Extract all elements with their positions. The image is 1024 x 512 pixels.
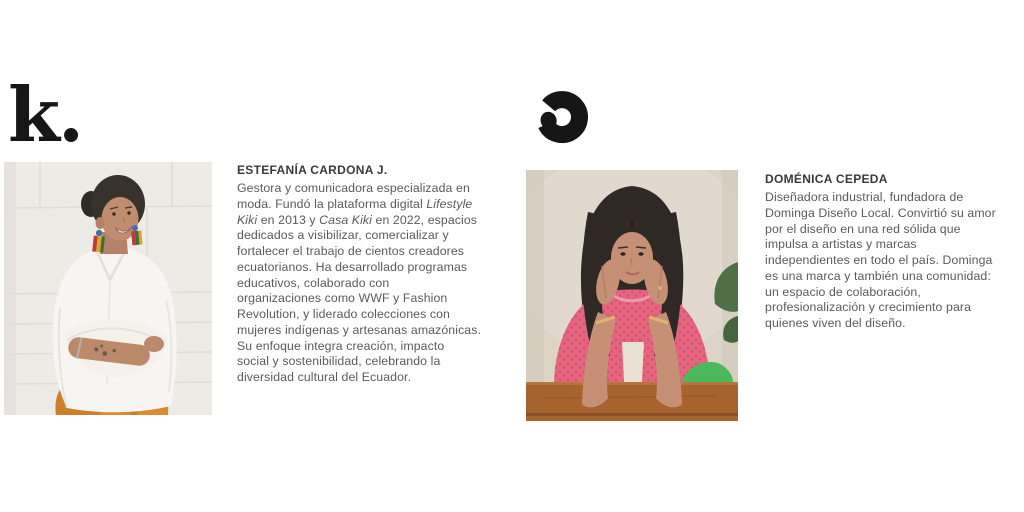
profile-name-domenica: DOMÉNICA CEPEDA [765,172,888,186]
domenica-photo [526,170,738,421]
domenica-photo-illustration [526,170,738,421]
domenica-bio-block [765,172,1017,332]
estefania-photo [4,162,212,415]
ring [658,286,662,290]
profile-bio-domenica: Diseñadora industrial, fundadora de Dominga Diseño Local. Convirtió su amor por el diseño en una red sólida que impulsa a artistas y marcas independientes en todo el país. Dominga es una marca y también una comunidad: un espacio de colaboración, profesionalización y crecimiento para quienes viven del diseño. [765,190,996,330]
kiki-logo: k. [8,71,83,159]
profile-name-estefania: ESTEFANÍA CARDONA J. [237,163,388,177]
wooden-table [526,382,738,421]
estefania-bio-block [237,163,489,386]
profile-bio-estefania: Gestora y comunicadora especializada en moda. Fundó la plataforma digital Lifestyle Kiki en 2013 y Casa Kiki en 2022, espacios dedicados a visibilizar, comercializar y fortalecer el trabajo de cientos creadores ecuatorianos. Ha desarrollado programas educativos, colaborado con organizaciones como WWF y Fashion Revolution, y liderado colecciones con mujeres indígenas y artesanas amazónicas. Su enfoque integra creación, impacto social y sostenibilidad, celebrando la diversidad cultural del Ecuador. [237,181,482,384]
inner-shirt [622,342,644,382]
estefania-photo-illustration [4,162,212,415]
ear [96,217,105,229]
dominga-logo [536,89,588,147]
